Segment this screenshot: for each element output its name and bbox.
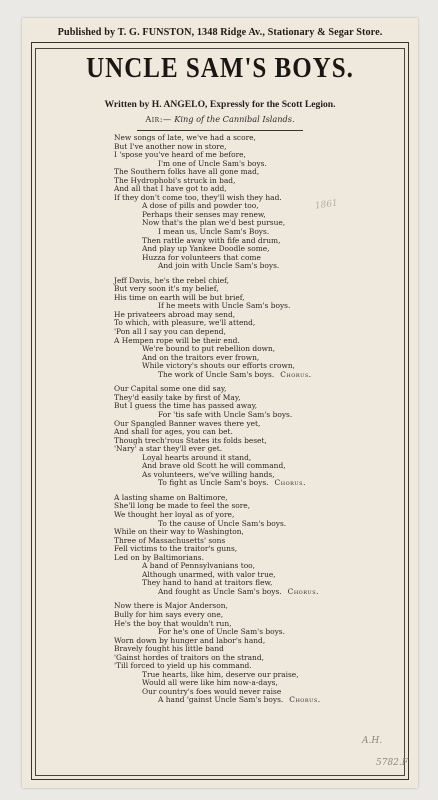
song-lyrics — [114, 134, 414, 705]
lyric-text: To which, with pleasure, we'll attend, — [114, 318, 256, 328]
lyric-text: Worn down by hunger and labor's hand, — [114, 635, 266, 645]
lyric-text: Perhaps their senses may renew, — [142, 209, 266, 219]
lyric-text: Would all were like him now-a-days, — [142, 678, 278, 688]
lyric-text: And all that I have got to add, — [114, 184, 227, 194]
lyric-text: True hearts, like him, deserve our praise, — [142, 669, 299, 679]
lyric-text: If they don't come too, they'll wish they had. — [114, 192, 282, 202]
lyric-text: Huzza for volunteers that come — [142, 252, 261, 262]
lyric-text: Jeff Davis, he's the rebel chief, — [114, 275, 229, 285]
lyric-text: And on the traitors ever frown, — [142, 352, 260, 362]
lyric-text: But very soon it's my belief, — [114, 284, 219, 294]
lyric-text: Our Capital some one did say, — [114, 384, 227, 394]
air-tune: King of the Cannibal Islands. — [174, 114, 295, 124]
lyric-text: Bravely fought his little band — [114, 644, 224, 654]
author-line: Written by H. ANGELO, Expressly for the Scott Legion. — [104, 99, 336, 110]
lyric-text: Then rattle away with fife and drum, — [142, 235, 281, 245]
lyric-text: I mean us, Uncle Sam's Boys. — [158, 227, 270, 237]
lyric-text: To the cause of Uncle Sam's boys. — [158, 518, 287, 528]
lyric-text: A Hempen rope will be their end. — [114, 335, 240, 345]
lyric-text: Loyal hearts around it stand, — [142, 452, 252, 462]
lyric-text: For he's one of Uncle Sam's boys. — [158, 627, 285, 637]
lyric-text: Although unarmed, with valor true, — [142, 569, 276, 579]
lyric-text: 'Pon all I say you can depend, — [114, 327, 226, 337]
lyric-text: I 'spose you've heard of me before, — [114, 150, 246, 160]
song-title: UNCLE SAM'S BOYS. — [86, 52, 354, 84]
lyric-text: We're bound to put rebellion down, — [142, 344, 276, 354]
lyric-text: He's the boy that wouldn't run, — [114, 618, 232, 628]
lyric-text: As volunteers, we've willing hands, — [142, 469, 275, 479]
lyric-line — [114, 371, 414, 380]
lyric-text: Now there is Major Anderson, — [114, 601, 228, 611]
lyric-text: The Hydrophobi's struck in bad, — [114, 175, 236, 185]
lyric-text: We thought her loyal as of yore, — [114, 509, 235, 519]
lyric-text: But I've another now in store, — [114, 141, 227, 151]
chorus-marker: Chorus. — [289, 695, 321, 705]
lyric-text: And play up Yankee Doodle some, — [142, 244, 270, 254]
lyric-text: While on their way to Washington, — [114, 527, 244, 537]
lyric-text: And join with Uncle Sam's boys. — [158, 261, 280, 271]
lyric-text: And fought as Uncle Sam's boys. — [158, 586, 282, 596]
pencil-year-annotation: 1861 — [314, 198, 339, 212]
lyric-text: Our Spangled Banner waves there yet, — [114, 418, 261, 428]
lyric-text: To fight as Uncle Sam's boys. — [158, 478, 269, 488]
lyric-text: They'd easily take by first of May, — [114, 392, 241, 402]
lyric-text: Fell victims to the traitor's guns, — [114, 544, 238, 554]
lyric-text: A band of Pennsylvanians too, — [142, 561, 256, 571]
chorus-marker: Chorus. — [274, 478, 306, 488]
lyric-line — [114, 588, 414, 597]
lyric-text: A lasting shame on Baltimore, — [114, 492, 228, 502]
lyric-text: But I guess the time has passed away, — [114, 401, 258, 411]
lyric-text: 'Gainst hordes of traitors on the strand, — [114, 652, 264, 662]
lyric-text: And shall for ages, you can bet. — [114, 427, 233, 437]
pencil-mark-annotation: A.H. — [362, 736, 383, 746]
lyric-text: Our country's foes would never raise — [142, 686, 282, 696]
lyric-text: If he meets with Uncle Sam's boys. — [158, 301, 291, 311]
lyric-text: A dose of pills and powder too, — [142, 201, 259, 211]
lyric-text: I'm one of Uncle Sam's boys. — [158, 158, 267, 168]
lyric-text: The Southern folks have all gone mad, — [114, 167, 260, 177]
pencil-number-annotation: 5782.F — [376, 758, 409, 768]
lyric-text: Now that's the plan we'd best pursue, — [142, 218, 286, 228]
lyric-text: They hand to hand at traitors flew, — [142, 578, 273, 588]
air-line — [22, 114, 418, 124]
lyric-text: 'Nary' a star they'll ever get. — [114, 444, 223, 454]
lyric-text: She'll long be made to feel the sore, — [114, 501, 251, 511]
lyric-text: The work of Uncle Sam's boys. — [158, 369, 275, 379]
lyric-text: Three of Massachusetts' sons — [114, 535, 226, 545]
lyric-text: His time on earth will be but brief, — [114, 292, 245, 302]
title-rule — [137, 130, 303, 131]
lyric-line — [114, 696, 414, 705]
lyric-text: Bully for him says every one, — [114, 609, 224, 619]
song-sheet — [22, 18, 418, 788]
lyric-text: New songs of late, we've had a score, — [114, 133, 256, 142]
lyric-text: 'Till forced to yield up his command. — [114, 661, 252, 671]
air-label: Air:— — [145, 114, 172, 124]
publisher-line: Published by T. G. FUNSTON, 1348 Ridge Av., Stationary & Segar Store. — [57, 27, 383, 38]
lyric-text: And brave old Scott he will command, — [142, 461, 286, 471]
lyric-text: For 'tis safe with Uncle Sam's boys. — [158, 409, 293, 419]
lyric-text: Though trech'rous States its folds beset, — [114, 435, 267, 445]
lyric-text: A hand 'gainst Uncle Sam's boys. — [158, 695, 284, 705]
lyric-text: Led on by Baltimorians. — [114, 552, 204, 562]
lyric-line — [114, 479, 414, 488]
chorus-marker: Chorus. — [287, 586, 320, 596]
lyric-line — [114, 262, 414, 271]
lyric-text: While victory's shouts our efforts crown, — [142, 361, 295, 371]
chorus-marker: Chorus. — [280, 369, 312, 379]
lyric-text: He privateers abroad may send, — [114, 309, 236, 319]
